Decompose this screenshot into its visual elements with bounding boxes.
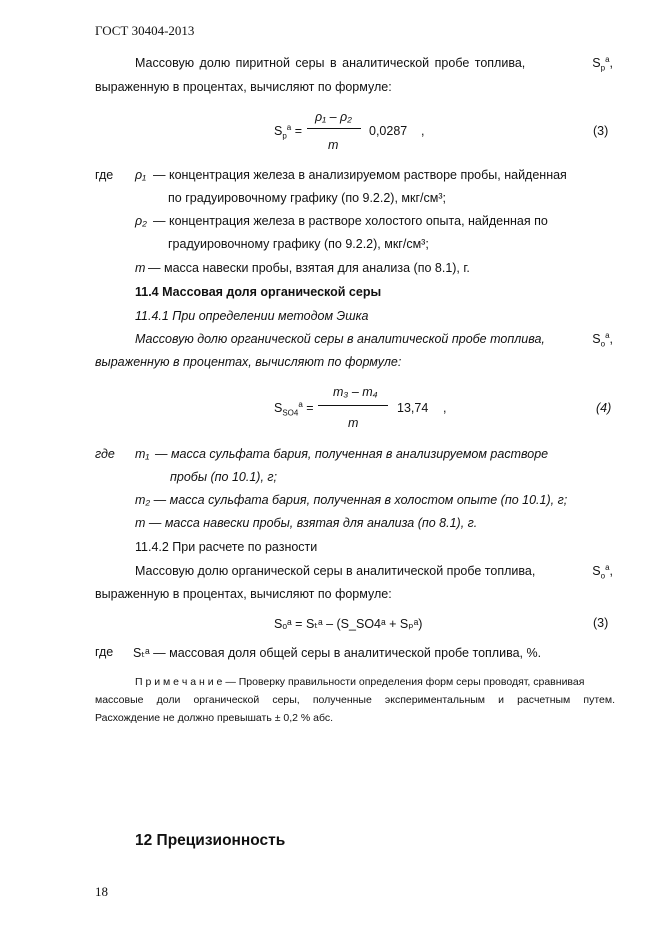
note-label: П р и м е ч а н и е bbox=[135, 676, 223, 688]
formula-pyrite-comma: , bbox=[421, 124, 425, 138]
organic-eschka-line2: выраженную в процентах, вычисляют по формуле: bbox=[95, 355, 402, 369]
header-standard: ГОСТ 30404-2013 bbox=[95, 23, 195, 38]
formula-difference: Sₒᵃ = Sₜᵃ – (S_SO4ᵃ + Sₚᵃ) bbox=[274, 617, 423, 631]
formula-pyrite-fraction-bar bbox=[307, 128, 361, 129]
formula-pyrite-number: (3) bbox=[593, 124, 609, 138]
organic-difference-symbol: $S_o^a$, bbox=[592, 562, 613, 581]
note-text-1: — Проверку правильности определения форм серы проводят, сравнивая bbox=[225, 676, 585, 688]
def-m-text-2: m — масса навески пробы, взятая для анализа (по 8.1), г. bbox=[135, 516, 478, 530]
where-label-2: где bbox=[95, 447, 115, 461]
def-m1-line1: — масса сульфата бария, полученная в анализируемом растворе bbox=[155, 447, 549, 461]
formula-pyrite-numerator: ρ₁ – ρ₂ bbox=[315, 110, 352, 124]
def-m2-text: m₂ — масса сульфата бария, полученная в холостом опыте (по 10.1), г; bbox=[135, 493, 568, 507]
where-label-1: где bbox=[95, 168, 114, 182]
def-rho2-line1: — концентрация железа в растворе холостого опыта, найденная по bbox=[153, 214, 548, 228]
paragraph-organic-eschka bbox=[135, 330, 613, 349]
page-number: 18 bbox=[95, 884, 108, 899]
formula-sulfate-lhs: $S_{SO4}^a$ = bbox=[274, 399, 314, 418]
def-m-symbol: m bbox=[135, 261, 146, 275]
organic-difference-line1: Массовую долю органической серы в аналитической пробе топлива, bbox=[135, 564, 536, 578]
note-line2-wrap bbox=[95, 694, 615, 706]
def-rho2-symbol: ρ₂ bbox=[135, 214, 147, 228]
organic-difference-line2: выраженную в процентах, вычисляют по формуле: bbox=[95, 587, 392, 601]
paragraph-organic-difference bbox=[135, 562, 613, 581]
section-11-4-title: 11.4 Массовая доля органической серы bbox=[135, 285, 382, 299]
def-rho1-line1: — концентрация железа в анализируемом растворе пробы, найденная bbox=[153, 168, 567, 182]
def-m1-line2: пробы (по 10.1), г; bbox=[170, 470, 278, 484]
def-rho1-line2: по градуировочному графику (по 9.2.2), мкг/см³; bbox=[168, 191, 446, 205]
formula-difference-number: (3) bbox=[593, 616, 609, 630]
formula-pyrite-lhs: $S_p^a$ = bbox=[274, 122, 303, 141]
note-line3: Расхождение не должно превышать ± 0,2 % абс. bbox=[95, 712, 334, 724]
pyrite-intro-line1: Массовую долю пиритной серы в аналитической пробе топлива, bbox=[135, 56, 526, 70]
organic-eschka-line1: Массовую долю органической серы в аналитической пробе топлива, bbox=[135, 332, 545, 346]
paragraph-pyrite-intro bbox=[135, 54, 613, 73]
pyrite-intro-line2: выраженную в процентах, вычисляют по формуле: bbox=[95, 80, 392, 94]
formula-sulfate-numerator: m₃ – m₄ bbox=[333, 385, 378, 399]
formula-pyrite-denominator: m bbox=[328, 138, 339, 152]
section-12-title: 12 Прецизионность bbox=[135, 832, 286, 849]
def-m1-symbol: m₁ bbox=[135, 447, 150, 461]
section-11-4-2-title: 11.4.2 При расчете по разности bbox=[135, 540, 318, 554]
section-11-4-1-title: 11.4.1 При определении методом Эшка bbox=[135, 309, 369, 323]
formula-sulfate-denominator: m bbox=[348, 416, 359, 430]
formula-pyrite-factor: 0,0287 bbox=[369, 124, 408, 138]
formula-sulfate-factor: 13,74 bbox=[397, 401, 429, 415]
organic-eschka-symbol: $S_o^a$, bbox=[592, 330, 613, 349]
formula-sulfate-fraction-bar bbox=[318, 405, 388, 406]
formula-sulfate-number: (4) bbox=[596, 401, 612, 415]
def-total-sulfur: Sₜᵃ — массовая доля общей серы в аналитической пробе топлива, %. bbox=[133, 646, 542, 660]
where-label-3: где bbox=[95, 645, 114, 659]
formula-sulfate-comma: , bbox=[443, 401, 447, 415]
pyrite-symbol: $S_p^a$, bbox=[592, 54, 613, 73]
def-rho1-symbol: ρ₁ bbox=[135, 168, 147, 182]
def-rho2-line2: градуировочному графику (по 9.2.2), мкг/см³; bbox=[168, 237, 429, 251]
note-line2: массовые доли органической серы, полученные экспериментальным и расчетным путем. bbox=[95, 694, 615, 706]
note-line1 bbox=[135, 676, 584, 688]
def-m-text: — масса навески пробы, взятая для анализа (по 8.1), г. bbox=[148, 261, 470, 275]
